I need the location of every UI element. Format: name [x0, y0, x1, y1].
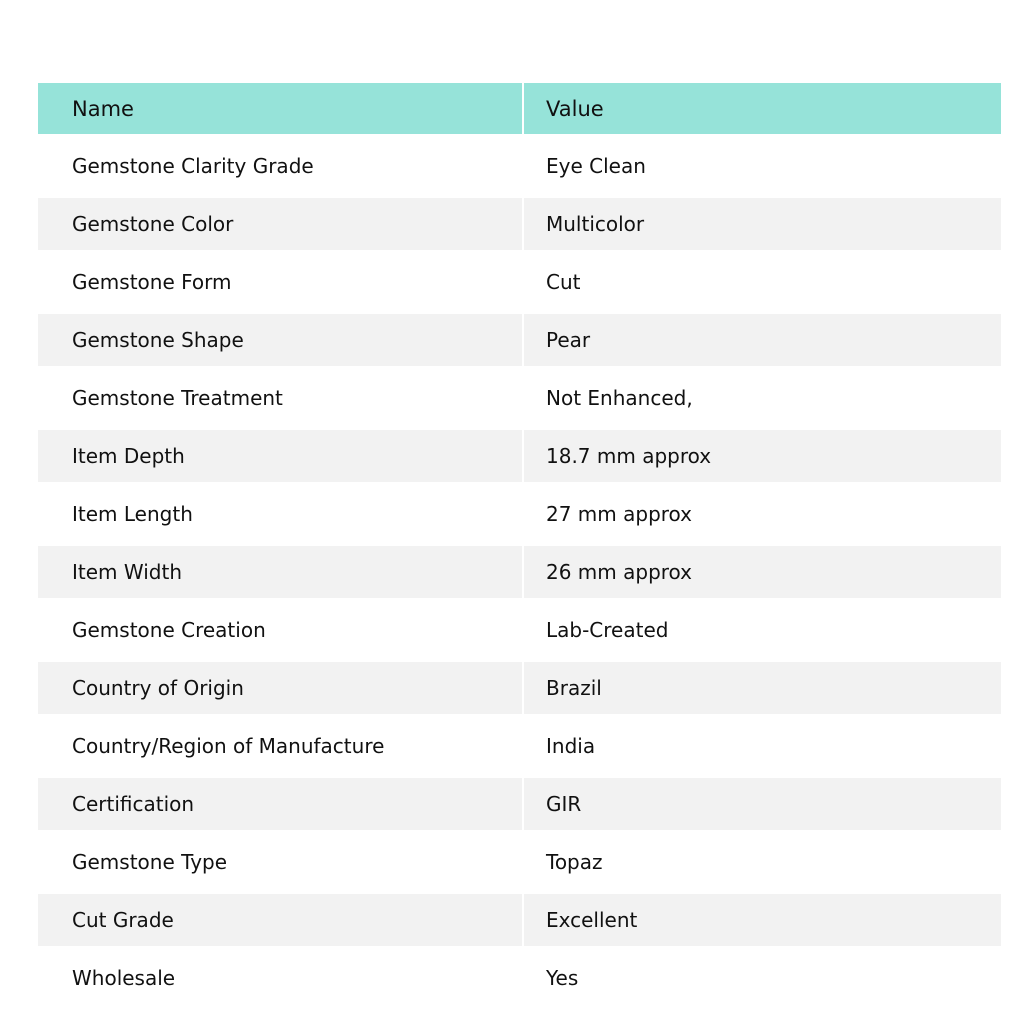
spec-value-cell: 26 mm approx — [523, 546, 1001, 598]
spec-name-cell: Country/Region of Manufacture — [38, 714, 523, 778]
column-header-value: Value — [523, 83, 1001, 134]
spec-name-cell: Gemstone Creation — [38, 598, 523, 662]
spec-value-cell: India — [523, 714, 1001, 778]
table-row — [38, 430, 1001, 482]
table-row — [38, 134, 1001, 198]
table-row — [38, 662, 1001, 714]
spec-name-cell: Gemstone Color — [38, 198, 523, 250]
column-header-name: Name — [38, 83, 523, 134]
spec-value-cell: Eye Clean — [523, 134, 1001, 198]
table-row — [38, 546, 1001, 598]
item-specifics-table — [38, 83, 1001, 1010]
table-row — [38, 482, 1001, 546]
table-row — [38, 714, 1001, 778]
spec-value-cell: GIR — [523, 778, 1001, 830]
spec-name-cell: Gemstone Type — [38, 830, 523, 894]
spec-name-cell: Gemstone Treatment — [38, 366, 523, 430]
table-row — [38, 198, 1001, 250]
table-row — [38, 830, 1001, 894]
spec-value-cell: Multicolor — [523, 198, 1001, 250]
spec-name-cell: Cut Grade — [38, 894, 523, 946]
spec-value-cell: Lab-Created — [523, 598, 1001, 662]
spec-value-cell: Cut — [523, 250, 1001, 314]
table-body — [38, 134, 1001, 1010]
spec-value-cell: Yes — [523, 946, 1001, 1010]
spec-name-cell: Gemstone Clarity Grade — [38, 134, 523, 198]
table-row — [38, 598, 1001, 662]
spec-value-cell: Excellent — [523, 894, 1001, 946]
table-row — [38, 946, 1001, 1010]
table-row — [38, 250, 1001, 314]
spec-name-cell: Country of Origin — [38, 662, 523, 714]
spec-name-cell: Item Depth — [38, 430, 523, 482]
spec-name-cell: Item Length — [38, 482, 523, 546]
table-header-row — [38, 83, 1001, 134]
spec-value-cell: Brazil — [523, 662, 1001, 714]
spec-value-cell: 18.7 mm approx — [523, 430, 1001, 482]
spec-name-cell: Item Width — [38, 546, 523, 598]
table-row — [38, 366, 1001, 430]
spec-value-cell: Not Enhanced, — [523, 366, 1001, 430]
spec-name-cell: Wholesale — [38, 946, 523, 1010]
spec-value-cell: Topaz — [523, 830, 1001, 894]
table-row — [38, 778, 1001, 830]
spec-name-cell: Gemstone Shape — [38, 314, 523, 366]
spec-value-cell: 27 mm approx — [523, 482, 1001, 546]
spec-value-cell: Pear — [523, 314, 1001, 366]
spec-name-cell: Certification — [38, 778, 523, 830]
spec-name-cell: Gemstone Form — [38, 250, 523, 314]
table-row — [38, 314, 1001, 366]
table-row — [38, 894, 1001, 946]
